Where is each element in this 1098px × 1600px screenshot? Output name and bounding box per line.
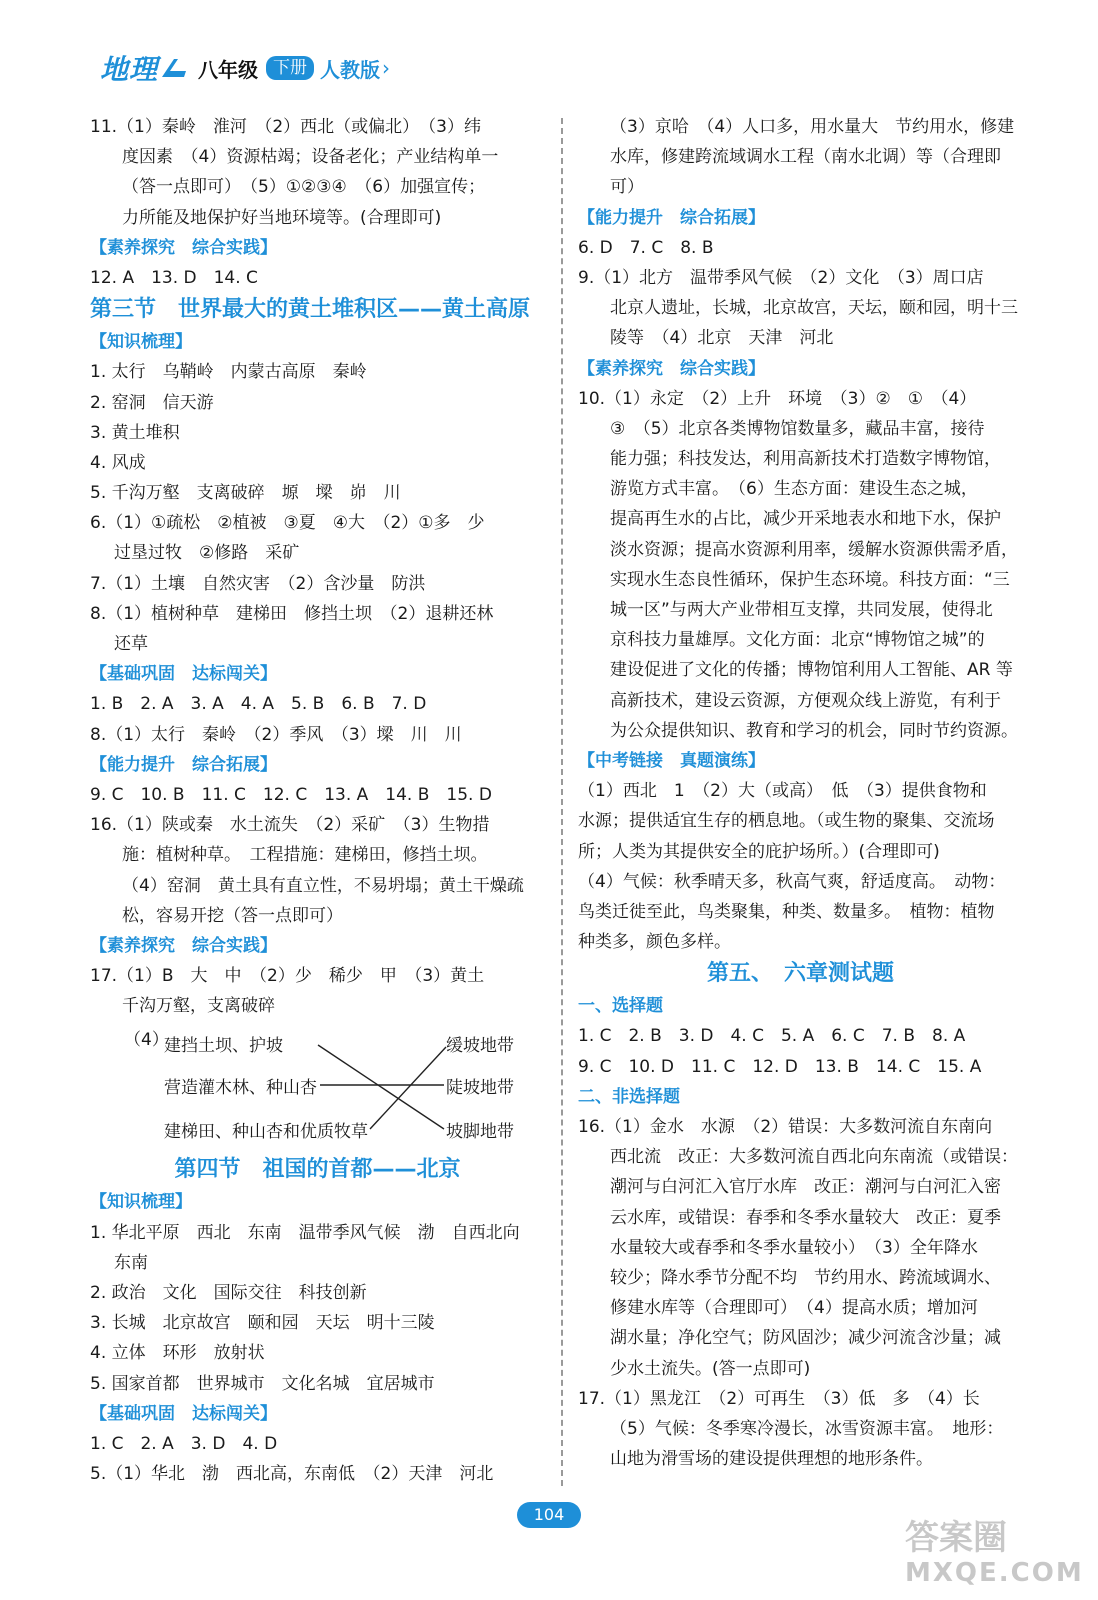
- answer-line: 千沟万壑，支离破碎: [122, 996, 275, 1017]
- edition-label: 人教版: [320, 57, 381, 82]
- answer-line: 6. D 7. C 8. B: [578, 237, 714, 258]
- answer-line: 实现水生态良性循环，保护生态环境。科技方面：“三: [610, 569, 1010, 590]
- answer-line: 东南: [114, 1252, 148, 1273]
- answer-line: 所；人类为其提供安全的庇护场所。）(合理即可): [578, 841, 940, 862]
- section-title: 第三节 世界最大的黄土堆积区——黄土高原: [90, 297, 531, 323]
- answer-line: 西北流 改正：大多数河流自西北向东南流（或错误：: [610, 1147, 1018, 1168]
- answer-line: 8.（1）植树种草 建梯田 修挡土坝 （2）退耕还林: [90, 603, 494, 624]
- answer-line: 9. C 10. D 11. C 12. D 13. B 14. C 15. A: [578, 1056, 982, 1077]
- section-heading: 二、非选择题: [578, 1086, 680, 1107]
- answer-line: 5. 国家首都 世界城市 文化名城 宜居城市: [90, 1373, 435, 1394]
- answer-line: 水源；提供适宜生存的栖息地。（或生物的聚集、交流场: [578, 811, 995, 832]
- answer-line: 1. B 2. A 3. A 4. A 5. B 6. B 7. D: [90, 694, 427, 715]
- section-tag: 【中考链接 真题演练】: [578, 750, 765, 771]
- answer-line: 京科技力量雄厚。文化方面：北京“博物馆之城”的: [610, 630, 985, 651]
- answer-line: 过垦过牧 ②修路 采矿: [114, 543, 300, 564]
- answer-line: 为公众提供知识、教育和学习的机会，同时节约资源。: [610, 720, 1018, 741]
- match-right-item: 陡坡地带: [446, 1078, 514, 1099]
- page-number: 104: [517, 1502, 581, 1528]
- answer-line: 种类多，颜色多样。: [578, 932, 731, 953]
- answer-line: 淡水资源；提高水资源利用率，缓解水资源供需矛盾，: [610, 539, 1018, 560]
- answer-line: 潮河与白河汇入官厅水库 改正：潮河与白河汇入密: [610, 1177, 1001, 1198]
- answer-line: 6.（1）①疏松 ②植被 ③夏 ④大 （2）①多 少: [90, 513, 485, 534]
- answer-line: 松，容易开挖（答一点即可）: [122, 905, 343, 926]
- answer-line: （4）窑洞 黄土具有直立性，不易坍塌；黄土干燥疏: [122, 875, 524, 896]
- answer-line: ③ （5）北京各类博物馆数量多，藏品丰富，接待: [610, 418, 985, 439]
- answer-line: 17.（1）B 大 中 （2）少 稀少 甲 （3）黄土: [90, 966, 485, 987]
- answer-line: 提高再生水的占比，减少开采地表水和地下水，保护: [610, 509, 1001, 530]
- answer-line: 山地为滑雪场的建设提供理想的地形条件。: [610, 1449, 933, 1470]
- answer-line: 3. 长城 北京故宫 颐和园 天坛 明十三陵: [90, 1313, 435, 1334]
- match-right-item: 缓坡地带: [446, 1036, 514, 1057]
- answer-line: 城一区”与两大产业带相互支撑，共同发展，使得北: [610, 600, 993, 620]
- answer-line: 湖水量；净化空气；防风固沙；减少河流含沙量；减: [610, 1328, 1001, 1349]
- answer-line: 力所能及地保护好当地环境等。(合理即可): [122, 207, 442, 228]
- left-column: [90, 112, 545, 1489]
- answer-line: 北京人遗址，长城，北京故宫，天坛，颐和园，明十三: [610, 298, 1018, 319]
- match-left-item: 建梯田、种山杏和优质牧草: [164, 1122, 368, 1143]
- section-tag: 【知识梳理】: [90, 1192, 192, 1213]
- answer-line: 8.（1）太行 秦岭 （2）季风 （3）墚 川 川: [90, 724, 462, 745]
- answer-line: 修建水库等（合理即可） （4）提高水质；增加河: [610, 1298, 978, 1319]
- right-column: [578, 112, 1023, 1474]
- column-divider: [561, 118, 563, 1486]
- answer-line: 较少；降水季节分配不均 节约用水、跨流域调水、: [610, 1267, 1001, 1288]
- answer-line: （1）西北 1 （2）大（或高） 低 （3）提供食物和: [578, 781, 987, 802]
- answer-line: 16.（1）金水 水源 （2）错误：大多数河流自东南向: [578, 1117, 993, 1137]
- section-tag: 【能力提升 综合拓展】: [578, 207, 765, 228]
- section-tag: 【素养探究 综合实践】: [90, 237, 277, 258]
- page-header: [100, 48, 390, 88]
- answer-line: （答一点即可） （5）①②③④ （6）加强宣传；: [122, 177, 486, 198]
- match-left-item: 建挡土坝、护坡: [164, 1036, 283, 1057]
- answer-line: （3）京哈 （4）人口多，用水量大 节约用水，修建: [610, 117, 1015, 137]
- section-tag: 【知识梳理】: [90, 332, 192, 353]
- answer-line: 17.（1）黑龙江 （2）可再生 （3）低 多 （4）长: [578, 1388, 980, 1409]
- answer-line: 10.（1）永定 （2）上升 环境 （3）② ① （4）: [578, 388, 977, 409]
- answer-line: 游览方式丰富。 （6）生态方面：建设生态之城，: [610, 479, 978, 500]
- answer-line: 1. C 2. A 3. D 4. D: [90, 1433, 278, 1454]
- answer-line: 度因素 （4）资源枯竭；设备老化；产业结构单一: [122, 147, 499, 168]
- answer-line: 4. 风成: [90, 452, 146, 473]
- answer-line: 9. C 10. B 11. C 12. C 13. A 14. B 15. D: [90, 784, 492, 805]
- watermark-url: MXQE.COM: [905, 1558, 1084, 1588]
- answer-line: （4）气候：秋季晴天多，秋高气爽，舒适度高。 动物：: [578, 871, 1006, 892]
- answer-line: 建设促进了文化的传播；博物馆利用人工智能、AR 等: [610, 660, 1013, 681]
- answer-line: 水库，修建跨流域调水工程（南水北调）等（合理即: [610, 147, 1001, 168]
- answer-line: 能力强；科技发达，利用高新技术打造数字博物馆，: [610, 449, 1001, 470]
- answer-line: 5. 千沟万壑 支离破碎 塬 墚 峁 川: [90, 483, 401, 504]
- answer-line: 可）: [610, 177, 644, 198]
- answer-line: 7.（1）土壤 自然灾害 （2）含沙量 防洪: [90, 573, 426, 594]
- section-tag: 【素养探究 综合实践】: [578, 358, 765, 379]
- section-title: 第五、 六章测试题: [706, 961, 894, 987]
- answer-line: 云水库，或错误：春季和冬季水量较大 改正：夏季: [610, 1207, 1001, 1228]
- answer-line: 1. C 2. B 3. D 4. C 5. A 6. C 7. B 8. A: [578, 1026, 966, 1047]
- answer-line: 陵等 （4）北京 天津 河北: [610, 328, 834, 349]
- section-heading: 一、选择题: [578, 996, 663, 1017]
- answer-line: 3. 黄土堆积: [90, 422, 180, 443]
- volume-badge: 下册: [266, 56, 314, 80]
- answer-line: 少水土流失。(答一点即可): [610, 1358, 811, 1379]
- match-number: （4）: [124, 1030, 169, 1051]
- matching-diagram: [90, 1021, 545, 1153]
- answer-line: 1. 华北平原 西北 东南 温带季风气候 渤 自西北向: [90, 1222, 520, 1243]
- section-tag: 【能力提升 综合拓展】: [90, 754, 277, 775]
- answer-line: 还草: [114, 634, 148, 654]
- answer-line: （5）气候：冬季寒冷漫长，冰雪资源丰富。 地形：: [610, 1418, 1004, 1439]
- answer-line: 12. A 13. D 14. C: [90, 267, 258, 288]
- answer-line: 9.（1）北方 温带季风气候 （2）文化 （3）周口店: [578, 267, 984, 288]
- watermark: 答案圈: [905, 1518, 1007, 1558]
- answer-line: 高新技术，建设云资源，方便观众线上游览，有利于: [610, 690, 1001, 711]
- section-title: 第四节 祖国的首都——北京: [174, 1157, 461, 1183]
- answer-line: 4. 立体 环形 放射状: [90, 1343, 265, 1364]
- answer-line: 1. 太行 乌鞘岭 内蒙古高原 秦岭: [90, 362, 367, 383]
- chevron-right-icon: ›: [382, 56, 391, 80]
- answer-line: 2. 窑洞 信天游: [90, 392, 214, 413]
- answer-line: 施：植树种草。 工程措施：建梯田，修挡土坝。: [122, 845, 488, 866]
- book-logo-icon: [160, 55, 190, 81]
- answer-line: 水量较大或春季和冬季水量较小） （3）全年降水: [610, 1237, 978, 1258]
- answer-line: 2. 政治 文化 国际交往 科技创新: [90, 1283, 367, 1303]
- section-tag: 【基础巩固 达标闯关】: [90, 664, 277, 685]
- match-right-item: 坡脚地带: [446, 1122, 514, 1143]
- answer-line: 11.（1）秦岭 淮河 （2）西北（或偏北） （3）纬: [90, 117, 481, 137]
- match-left-item: 营造灌木林、种山杏: [164, 1078, 317, 1099]
- answer-line: 5.（1）华北 渤 西北高，东南低 （2）天津 河北: [90, 1464, 494, 1485]
- subject-logo: 地理: [100, 53, 159, 86]
- section-tag: 【素养探究 综合实践】: [90, 935, 277, 956]
- grade-label: 八年级: [198, 57, 259, 82]
- answer-line: 16.（1）陕或秦 水土流失 （2）采矿 （3）生物措: [90, 815, 490, 836]
- section-tag: 【基础巩固 达标闯关】: [90, 1403, 277, 1424]
- answer-line: 鸟类迁徙至此，鸟类聚集，种类、数量多。 植物：植物: [578, 901, 995, 922]
